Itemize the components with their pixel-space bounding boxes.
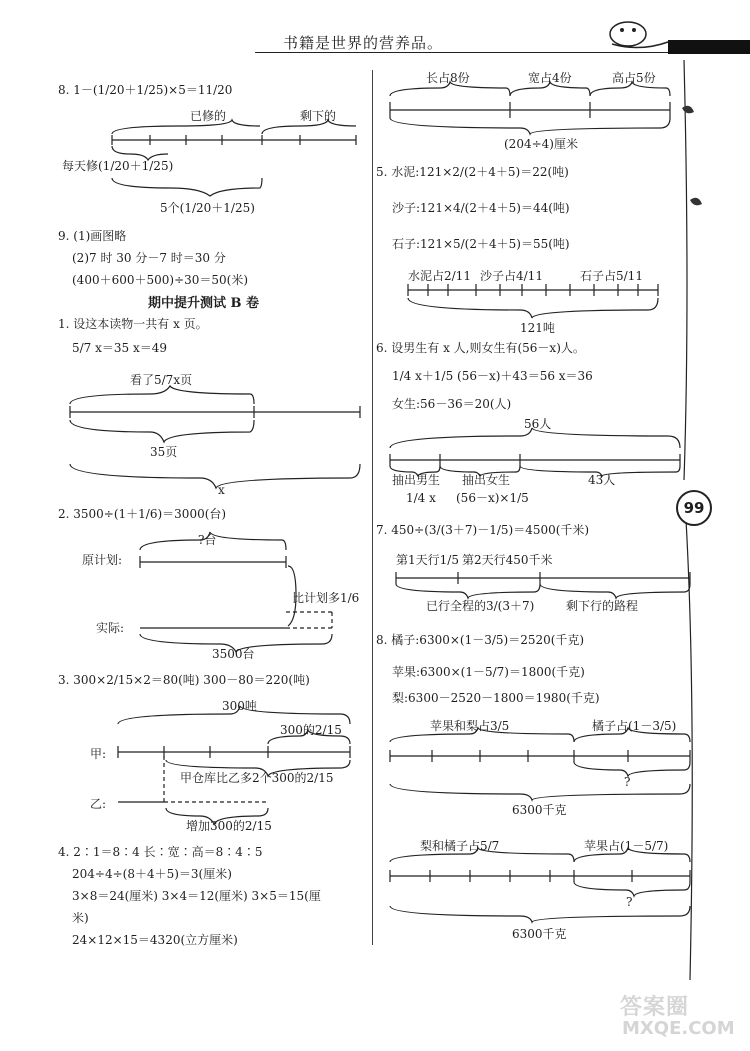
q8-line3: 梨:6300－2520－1800＝1980(千克) <box>392 691 600 705</box>
p8-equation: 8. 1－(1/20＋1/25)×5＝11/20 <box>58 83 233 97</box>
q2-line1: 2. 3500÷(1＋1/6)＝3000(台) <box>58 507 227 521</box>
q6-girls-expr: (56－x)×1/5 <box>456 491 529 505</box>
q7-day1-label: 第1天行1/5 <box>396 553 459 567</box>
q8-line1: 8. 橘子:6300×(1－3/5)＝2520(千克) <box>376 633 585 647</box>
p9-line3: (400＋600＋500)÷30＝50(米) <box>72 273 249 287</box>
q3-part-label: 300的2/15 <box>280 723 342 737</box>
q5-total-label: 121吨 <box>520 321 555 335</box>
q8-unknown-2: ? <box>626 895 633 909</box>
q8-orange-label: 橘子占(1－3/5) <box>592 719 677 733</box>
q8-applepear-label: 苹果和梨占3/5 <box>430 719 510 733</box>
q6-43-label: 43人 <box>588 473 616 487</box>
q5-line1: 5. 水泥:121×2/(2＋4＋5)＝22(吨) <box>376 165 569 179</box>
q1-read-label: 看了5/7x页 <box>130 373 193 387</box>
p8-done-label: 已修的 <box>190 109 227 123</box>
q3-line1: 3. 300×2/15×2＝80(吨) 300－80＝220(吨) <box>58 673 310 687</box>
q3-300-label: 300吨 <box>222 699 257 713</box>
q8-pearorange-label: 梨和橘子占5/7 <box>420 839 500 853</box>
section-title: 期中提升测试 B 卷 <box>148 296 260 311</box>
r-length-label: 长占8份 <box>426 71 470 85</box>
q3-jia-label: 甲: <box>90 747 107 761</box>
r-width-label: 宽占4份 <box>528 71 572 85</box>
p8-rest-label: 剩下的 <box>300 109 337 123</box>
q5-cement-label: 水泥占2/11 <box>408 269 471 283</box>
q5-sand-label: 沙子占4/11 <box>480 269 543 283</box>
q2-more-label: 比计划多1/6 <box>292 591 360 605</box>
q2-actual-label: 实际: <box>96 621 125 635</box>
q2-total-label: 3500台 <box>212 647 255 661</box>
header-slogan: 书籍是世界的营养品。 <box>283 34 444 52</box>
p9-line1: 9. (1)画图略 <box>58 229 127 243</box>
p9-line2: (2)7 时 30 分－7 时＝30 分 <box>72 251 226 265</box>
q4-line5: 24×12×15＝4320(立方厘米) <box>72 933 238 947</box>
q6-line3: 女生:56－36＝20(人) <box>392 397 512 411</box>
q2-plan-label: 原计划: <box>82 553 123 567</box>
q6-boys-expr: 1/4 x <box>406 491 436 505</box>
p8-daily-label: 每天修(1/20＋1/25) <box>62 159 174 173</box>
q3-increase-label: 增加300的2/15 <box>186 819 272 833</box>
q5-line3: 石子:121×5/(2＋4＋5)＝55(吨) <box>392 237 570 251</box>
q8-unknown-1: ? <box>624 775 631 789</box>
watermark-url: MXQE.COM <box>622 1018 735 1039</box>
q7-line1: 7. 450÷(3/(3＋7)－1/5)＝4500(千米) <box>376 523 590 537</box>
q6-56-label: 56人 <box>524 417 552 431</box>
q4-line1: 4. 2∶1＝8∶4 长∶宽∶高＝8∶4∶5 <box>58 845 263 859</box>
r-height-label: 高占5份 <box>612 71 656 85</box>
page-number-badge: 99 <box>676 490 712 526</box>
q5-stone-label: 石子占5/11 <box>580 269 643 283</box>
q1-pages-label: 35页 <box>150 445 178 459</box>
q6-boys-label: 抽出男生 <box>392 473 441 487</box>
q4-line3: 3×8＝24(厘米) 3×4＝12(厘米) 3×5＝15(厘 <box>72 889 321 903</box>
q4-line4: 米) <box>72 911 89 925</box>
p8-total-label: 5个(1/20＋1/25) <box>160 201 255 215</box>
watermark-logo: 答案圈 <box>620 995 690 1020</box>
r-total-label: (204÷4)厘米 <box>504 137 578 151</box>
q7-done-label: 已行全程的3/(3＋7) <box>426 599 535 613</box>
q8-total-1: 6300千克 <box>512 803 567 817</box>
q8-total-2: 6300千克 <box>512 927 567 941</box>
q4-line2: 204÷4÷(8＋4＋5)＝3(厘米) <box>72 867 232 881</box>
q8-apple-label: 苹果占(1－5/7) <box>584 839 669 853</box>
q3-yi-label: 乙: <box>90 797 107 811</box>
q6-line2: 1/4 x＋1/5 (56－x)＋43＝56 x＝36 <box>392 369 593 383</box>
q6-line1: 6. 设男生有 x 人,则女生有(56－x)人。 <box>376 341 585 355</box>
q1-line2: 5/7 x＝35 x＝49 <box>72 341 168 355</box>
q7-rest-label: 剩下行的路程 <box>566 599 639 613</box>
q6-girls-label: 抽出女生 <box>462 473 511 487</box>
q2-unknown-label: ?台 <box>198 533 217 547</box>
q7-day2-label: 第2天行450千米 <box>462 553 553 567</box>
q5-line2: 沙子:121×4/(2＋4＋5)＝44(吨) <box>392 201 570 215</box>
q3-note-label: 甲仓库比乙多2个300的2/15 <box>180 771 334 785</box>
q8-line2: 苹果:6300×(1－5/7)＝1800(千克) <box>392 665 585 679</box>
q1-x-label: x <box>218 483 225 497</box>
q1-line1: 1. 设这本读物一共有 x 页。 <box>58 317 208 331</box>
